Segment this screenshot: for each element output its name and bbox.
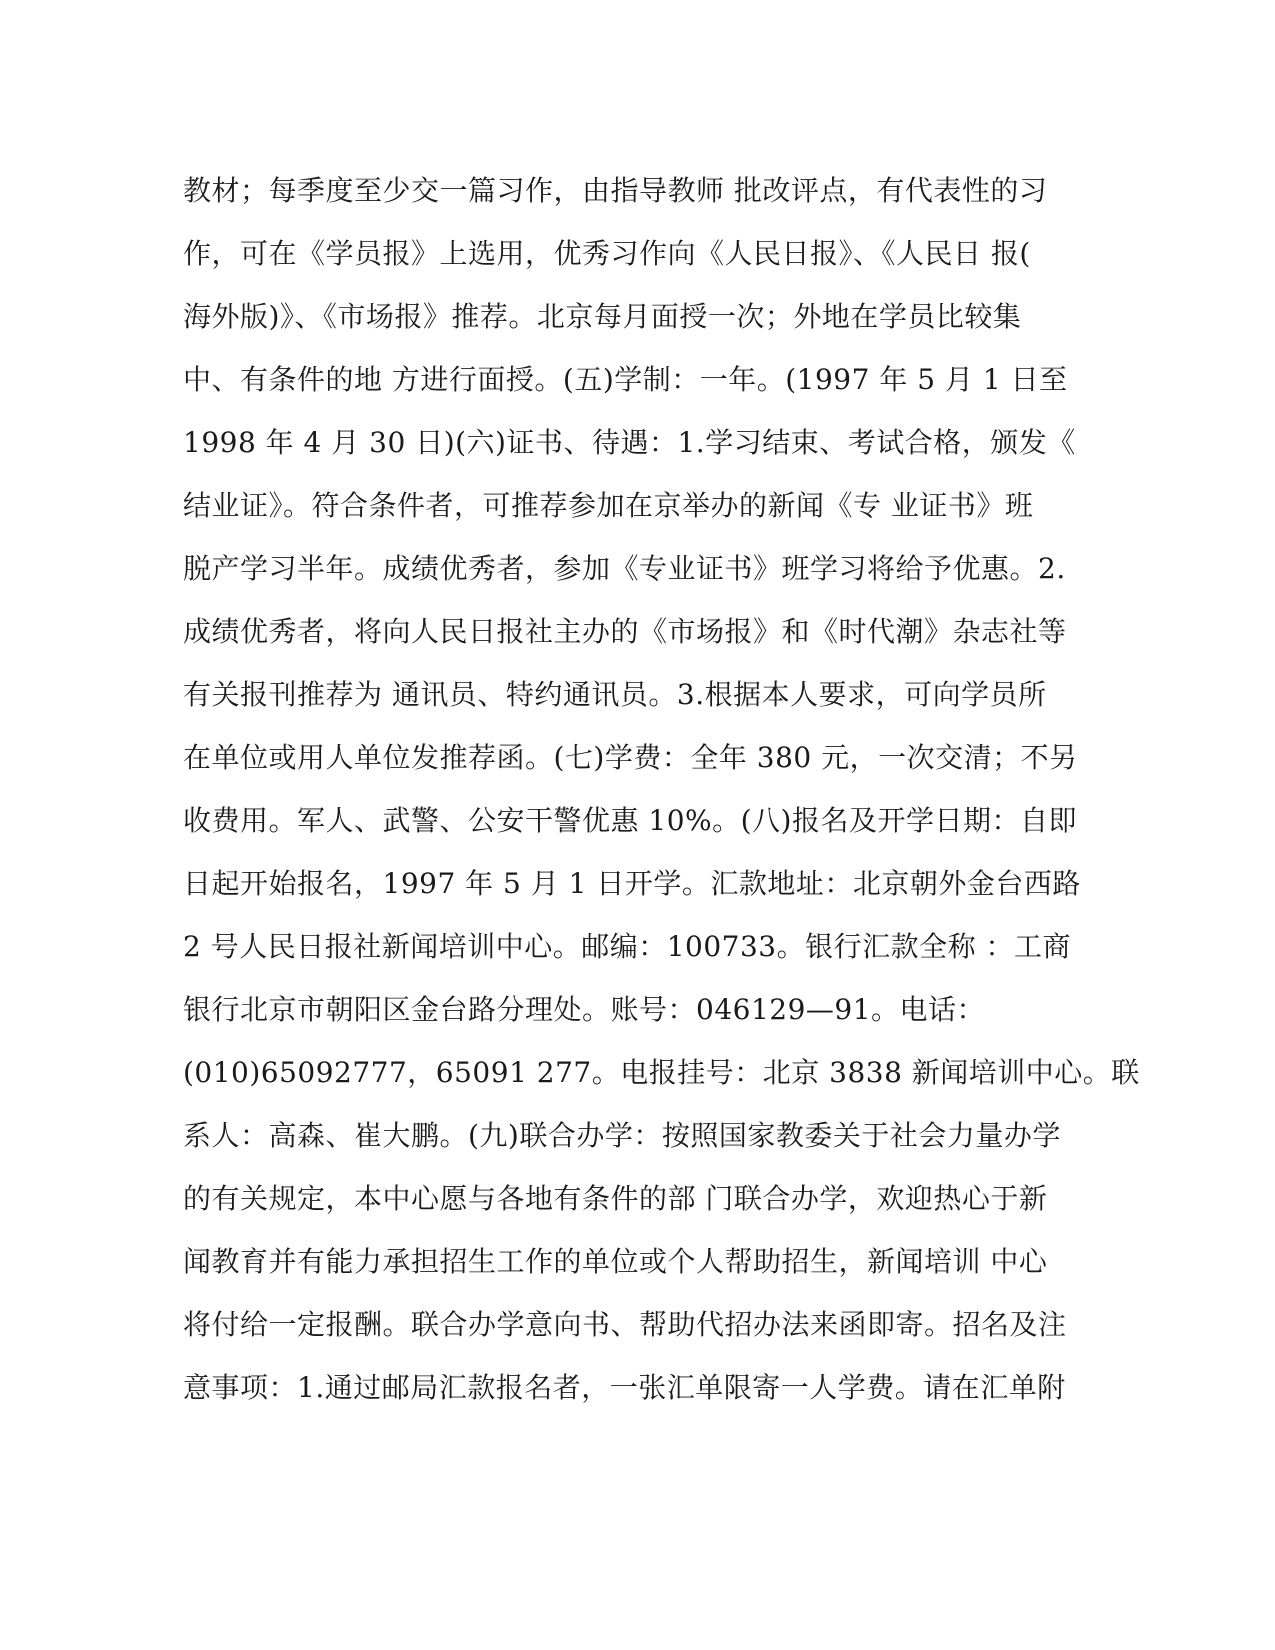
text-line: 中、有条件的地 方进行面授。(五)学制：一年。(1997 年 5 月 1 日至 [183,363,1068,396]
text-line: 的有关规定，本中心愿与各地有条件的部 门联合办学，欢迎热心于新 [183,1182,1048,1215]
text-line: 2 号人民日报社新闻培训中心。邮编：100733。银行汇款全称 ：工商 [183,930,1072,963]
text-line: 收费用。军人、武警、公安干警优惠 10%。(八)报名及开学日期：自即 [183,804,1077,837]
text-line: 结业证》。符合条件者，可推荐参加在京举办的新闻《专 业证书》班 [183,489,1034,522]
body-text [183,159,1140,1419]
text-line: (010)65092777，65091 277。电报挂号：北京 3838 新闻培训中心。联 [183,1056,1140,1089]
text-line: 教材；每季度至少交一篇习作，由指导教师 批改评点，有代表性的习 [183,174,1048,207]
text-line: 海外版)》、《市场报》推荐。北京每月面授一次；外地在学员比较集 [183,300,1022,333]
text-line: 闻教育并有能力承担招生工作的单位或个人帮助招生，新闻培训 中心 [183,1245,1048,1278]
text-line: 意事项：1.通过邮局汇款报名者，一张汇单限寄一人学费。请在汇单附 [183,1371,1066,1404]
text-line: 系人：高森、崔大鹏。(九)联合办学：按照国家教委关于社会力量办学 [183,1119,1061,1152]
text-line: 银行北京市朝阳区金台路分理处。账号：046129—91。电话： [183,993,986,1026]
text-line: 在单位或用人单位发推荐函。(七)学费：全年 380 元，一次交清；不另 [183,741,1078,774]
text-line: 脱产学习半年。成绩优秀者，参加《专业证书》班学习将给予优惠。2. [183,552,1066,585]
text-line: 成绩优秀者，将向人民日报社主办的《市场报》和《时代潮》杂志社等 [183,615,1067,648]
text-line: 作，可在《学员报》上选用，优秀习作向《人民日报》、《人民日 报( [183,237,1031,270]
text-line: 有关报刊推荐为 通讯员、特约通讯员。3.根据本人要求，可向学员所 [183,678,1047,711]
text-line: 将付给一定报酬。联合办学意向书、帮助代招办法来函即寄。招名及注 [183,1308,1067,1341]
text-line: 1998 年 4 月 30 日)(六)证书、待遇：1.学习结束、考试合格，颁发《 [183,426,1076,459]
text-line: 日起开始报名，1997 年 5 月 1 日开学。汇款地址：北京朝外金台西路 [183,867,1081,900]
